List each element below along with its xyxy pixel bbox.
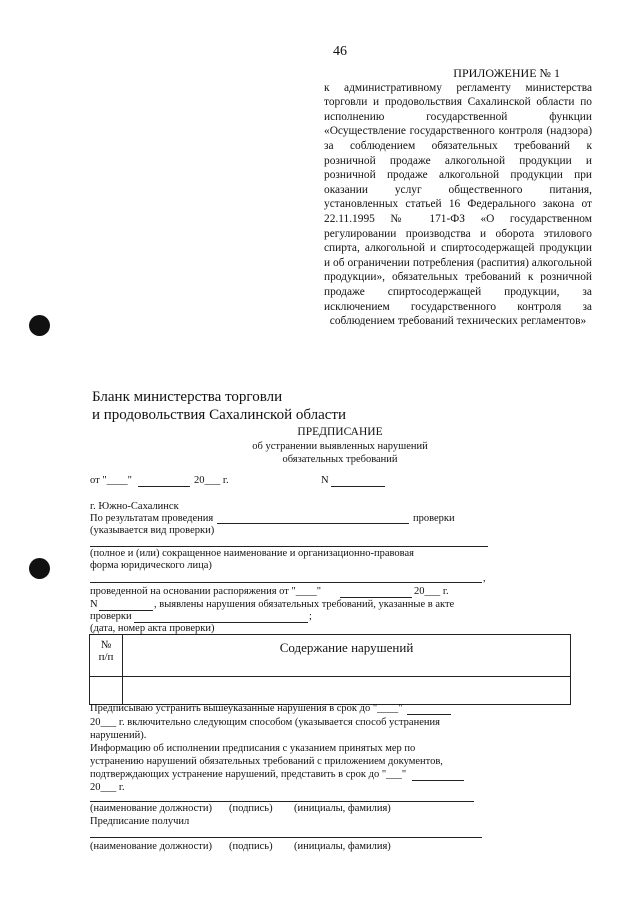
org-hint-2: форма юридического лица) [90,560,212,571]
col-number-label-1: № [100,639,112,651]
info-3: подтверждающих устранение нарушений, представить в срок до "___" [90,769,407,780]
number-line[interactable] [331,486,385,487]
document-title [0,426,640,467]
title-main: ПРЕДПИСАНИЕ [297,426,383,438]
sig1-name: (инициалы, фамилия) [294,803,391,814]
appendix-heading: ПРИЛОЖЕНИЕ № 1 [453,66,560,80]
table-row [90,677,571,705]
n-label: N [90,599,98,610]
city-label: г. Южно-Сахалинск [90,501,179,512]
document-page: 46 ПРИЛОЖЕНИЕ № 1 к административному регламенту министерства торговли и продовольствия Сахалинской области по исполнению государственной функции «Осуществление государственного контроля (надзора) за соблюдением обязательных требований к розничной продаже алкогольной продукции и розничной продаже алкогольной продукции при оказании услуг общественного питания, установленных статьей 16 Федерального закона от 22.11.1995 № 171-ФЗ «О государственном регулировании производства и оборота этилового спирта, алкогольной и спиртосодержащей продукции и об ограничении потребления (распития) алкогольной продукции», обязательных требований к розничной продаже спиртосодержащей продукции, за исключением государственного контроля за соблюдением требований технических регламентов» Бланк министерства торговли и продовольствия Сахалинской области ПРЕДПИСАНИЕ об устранении выявленных нарушений обязательных требований от "____" 20___ г. N г. Южно-Сахалинск По результатам проведения проверки (указывается вид проверки) (полное и (или) сокращенное наименование и организационно-правовая форма юридического лица) , проведенной на основании распоряжения от "____" 20___ г. N , выявлены нарушения обязательных требований, указанные в акте проверки ; (дата, номер акта проверки) № п/п Содержание нарушений Предписываю устранить вышеуказанные нарушения в срок до "____" 20___ г. включительно следующим способом (указывается способ устранения нарушений). Информацию об исполнении предписания с указанием принятых мер по устранению нарушений обязательных требований с приложением документов, подтверждающих устранение нарушений, представить в срок до "___" 20___ г. (наименование должности) (подпись) (инициалы, фамилия) Предписание получил (наименование должности) (подпись) (инициалы, фамилия) [0,0,640,905]
table-cell-number[interactable] [90,677,123,705]
col-content-header: Содержание нарушений [123,635,571,677]
letterhead-line-2: и продовольствия Сахалинской области [92,407,346,423]
appendix-block [324,66,592,329]
report-deadline-line[interactable] [412,780,464,781]
order-year: 20___ г. [414,586,449,597]
received-label: Предписание получил [90,816,190,827]
instruction-2: 20___ г. включительно следующим способом (указывается способ устранения [90,717,440,728]
date-from-label: от "____" [90,475,132,486]
col-number-header [90,635,123,677]
date-year-label: 20___ г. [194,475,229,486]
title-sub-1: об устранении выявленных нарушений [252,440,428,452]
col-number-label-2: п/п [98,651,114,663]
table-header-row [90,635,571,677]
page-number: 46 [333,44,347,59]
violations-table [89,634,571,705]
title-sub-2: обязательных требований [282,454,398,465]
org-name-line-2[interactable] [90,582,482,583]
violations-text: , выявлены нарушения обязательных требований, указанные в акте [154,599,455,610]
binder-hole-bottom [29,558,50,579]
info-2: устранению нарушений обязательных требований с приложением документов, [90,756,443,767]
info-1: Информацию об исполнении предписания с указанием принятых мер по [90,743,416,754]
date-month-line[interactable] [138,486,190,487]
instruction-1: Предписываю устранить вышеуказанные нарушения в срок до "____" [90,703,403,714]
check-type-line[interactable] [217,523,409,524]
sig1-signature: (подпись) [229,803,273,814]
letterhead-line-1: Бланк министерства торговли [92,389,283,405]
check-type-hint: (указывается вид проверки) [90,525,215,536]
binder-hole-top [29,315,50,336]
act-hint: (дата, номер акта проверки) [90,623,215,634]
sig2-name: (инициалы, фамилия) [294,841,391,852]
order-text: проведенной на основании распоряжения от "____" [90,586,322,597]
info-4: 20___ г. [90,782,125,793]
table-cell-content[interactable] [123,677,571,705]
letterhead [92,388,346,424]
results-label: По результатам проведения [90,513,214,524]
results-suffix: проверки [413,513,455,524]
sig2-signature: (подпись) [229,841,273,852]
number-label: N [321,475,329,486]
check-label: проверки [90,611,132,622]
sig1-position: (наименование должности) [90,803,213,814]
signature-line-2[interactable] [90,837,482,838]
instruction-3: нарушений). [90,730,147,741]
org-hint-1: (полное и (или) сокращенное наименование и организационно-правовая [90,548,414,559]
sig2-position: (наименование должности) [90,841,213,852]
deadline-line[interactable] [407,714,451,715]
appendix-text: к административному регламенту министерства торговли и продовольствия Сахалинской области по исполнению государственной функции «Осуществление государственного контроля (надзора) за соблюдением обязательных требований к розничной продаже алкогольной продукции и розничной продаже алкогольной продукции при оказании услуг общественного питания, установленных статьей 16 Федерального закона от 22.11.1995 № 171-ФЗ «О государственном регулировании производства и оборота этилового спирта, алкогольной и спиртосодержащей продукции и об ограничении потребления (распития) алкогольной продукции», обязательных требований к розничной продаже спиртосодержащей продукции, за исключением государственного контроля за соблюдением требований технических регламентов» [324,81,592,328]
